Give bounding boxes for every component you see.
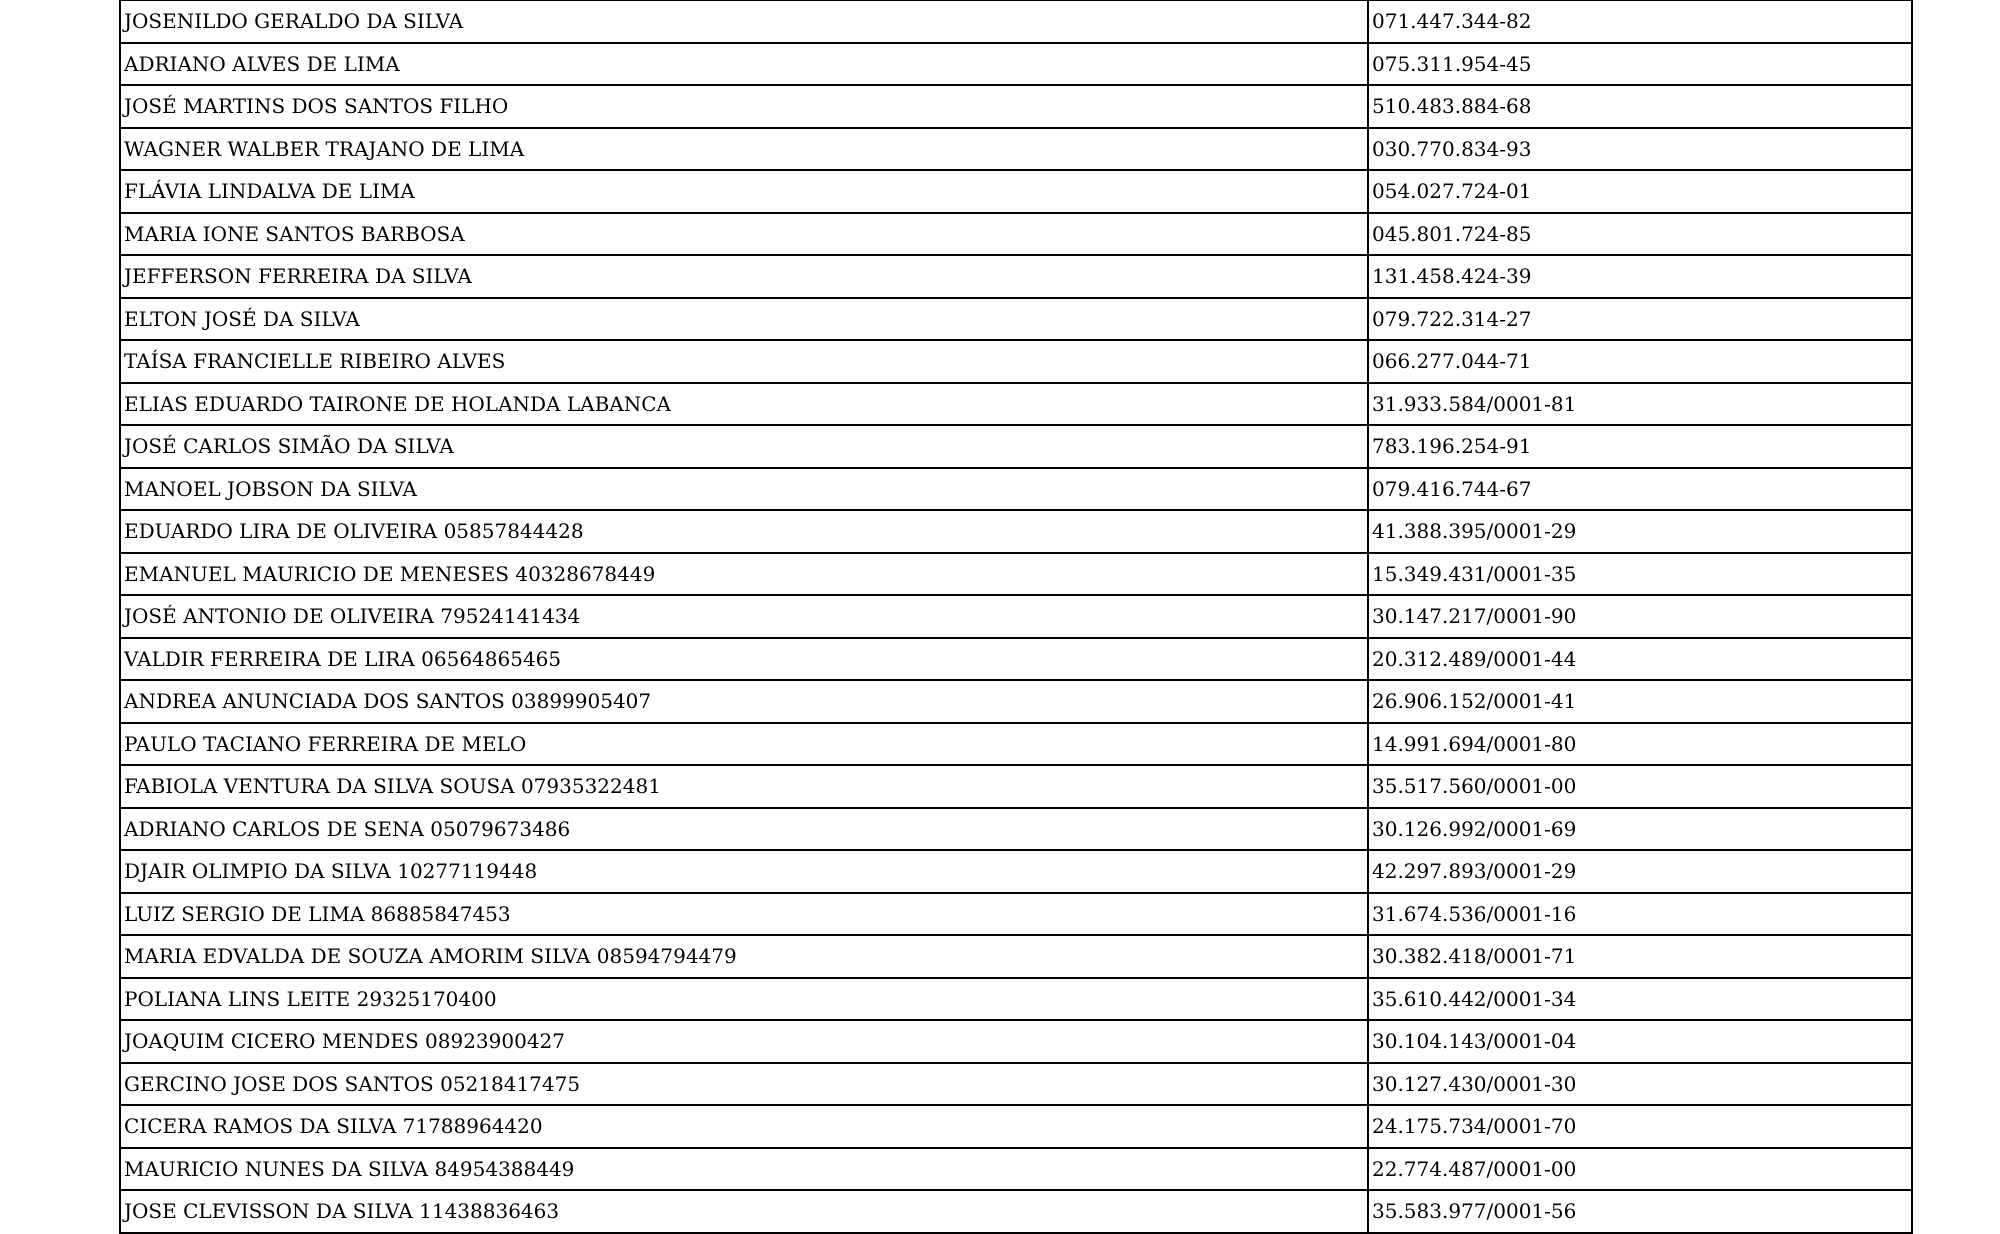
document-number-cell: 510.483.884-68 <box>1368 85 1912 128</box>
table-row <box>120 128 1912 171</box>
name-cell: MANOEL JOBSON DA SILVA <box>120 468 1368 511</box>
document-number-cell: 30.382.418/0001-71 <box>1368 935 1912 978</box>
document-number-cell: 42.297.893/0001-29 <box>1368 850 1912 893</box>
document-number-cell: 045.801.724-85 <box>1368 213 1912 256</box>
document-number-cell: 030.770.834-93 <box>1368 128 1912 171</box>
document-number-cell: 066.277.044-71 <box>1368 340 1912 383</box>
table-row <box>120 1190 1912 1233</box>
document-number-cell: 30.126.992/0001-69 <box>1368 808 1912 851</box>
table-row <box>120 1148 1912 1191</box>
table-row <box>120 850 1912 893</box>
name-cell: FABIOLA VENTURA DA SILVA SOUSA 07935322481 <box>120 765 1368 808</box>
document-number-cell: 071.447.344-82 <box>1368 0 1912 43</box>
document-number-cell: 30.104.143/0001-04 <box>1368 1020 1912 1063</box>
document-number-cell: 24.175.734/0001-70 <box>1368 1105 1912 1148</box>
name-cell: JOAQUIM CICERO MENDES 08923900427 <box>120 1020 1368 1063</box>
name-cell: FLÁVIA LINDALVA DE LIMA <box>120 170 1368 213</box>
table-row <box>120 340 1912 383</box>
document-number-cell: 054.027.724-01 <box>1368 170 1912 213</box>
name-cell: JOSÉ MARTINS DOS SANTOS FILHO <box>120 85 1368 128</box>
document-number-cell: 41.388.395/0001-29 <box>1368 510 1912 553</box>
registry-table-body <box>120 0 1912 1233</box>
table-row <box>120 765 1912 808</box>
document-number-cell: 14.991.694/0001-80 <box>1368 723 1912 766</box>
name-cell: JOSENILDO GERALDO DA SILVA <box>120 0 1368 43</box>
table-row <box>120 510 1912 553</box>
name-cell: WAGNER WALBER TRAJANO DE LIMA <box>120 128 1368 171</box>
name-cell: MAURICIO NUNES DA SILVA 84954388449 <box>120 1148 1368 1191</box>
document-number-cell: 30.147.217/0001-90 <box>1368 595 1912 638</box>
document-number-cell: 131.458.424-39 <box>1368 255 1912 298</box>
table-row <box>120 723 1912 766</box>
table-row <box>120 298 1912 341</box>
table-row <box>120 553 1912 596</box>
name-cell: JEFFERSON FERREIRA DA SILVA <box>120 255 1368 298</box>
table-row <box>120 1020 1912 1063</box>
name-cell: VALDIR FERREIRA DE LIRA 06564865465 <box>120 638 1368 681</box>
document-number-cell: 31.674.536/0001-16 <box>1368 893 1912 936</box>
registry-table <box>119 0 1913 1234</box>
document-number-cell: 15.349.431/0001-35 <box>1368 553 1912 596</box>
table-row <box>120 468 1912 511</box>
table-row <box>120 0 1912 43</box>
table-row <box>120 893 1912 936</box>
table-row <box>120 213 1912 256</box>
document-number-cell: 35.517.560/0001-00 <box>1368 765 1912 808</box>
table-row <box>120 255 1912 298</box>
table-row <box>120 978 1912 1021</box>
document-number-cell: 079.416.744-67 <box>1368 468 1912 511</box>
name-cell: EMANUEL MAURICIO DE MENESES 40328678449 <box>120 553 1368 596</box>
table-row <box>120 935 1912 978</box>
table-row <box>120 85 1912 128</box>
name-cell: EDUARDO LIRA DE OLIVEIRA 05857844428 <box>120 510 1368 553</box>
name-cell: JOSE CLEVISSON DA SILVA 11438836463 <box>120 1190 1368 1233</box>
name-cell: DJAIR OLIMPIO DA SILVA 10277119448 <box>120 850 1368 893</box>
table-row <box>120 680 1912 723</box>
name-cell: PAULO TACIANO FERREIRA DE MELO <box>120 723 1368 766</box>
table-row <box>120 638 1912 681</box>
name-cell: CICERA RAMOS DA SILVA 71788964420 <box>120 1105 1368 1148</box>
name-cell: ANDREA ANUNCIADA DOS SANTOS 03899905407 <box>120 680 1368 723</box>
document-number-cell: 26.906.152/0001-41 <box>1368 680 1912 723</box>
table-row <box>120 43 1912 86</box>
name-cell: POLIANA LINS LEITE 29325170400 <box>120 978 1368 1021</box>
name-cell: JOSÉ ANTONIO DE OLIVEIRA 79524141434 <box>120 595 1368 638</box>
name-cell: GERCINO JOSE DOS SANTOS 05218417475 <box>120 1063 1368 1106</box>
table-row <box>120 170 1912 213</box>
document-number-cell: 22.774.487/0001-00 <box>1368 1148 1912 1191</box>
name-cell: MARIA EDVALDA DE SOUZA AMORIM SILVA 08594794479 <box>120 935 1368 978</box>
name-cell: TAÍSA FRANCIELLE RIBEIRO ALVES <box>120 340 1368 383</box>
table-row <box>120 808 1912 851</box>
document-number-cell: 35.583.977/0001-56 <box>1368 1190 1912 1233</box>
document-number-cell: 20.312.489/0001-44 <box>1368 638 1912 681</box>
name-cell: ADRIANO ALVES DE LIMA <box>120 43 1368 86</box>
name-cell: JOSÉ CARLOS SIMÃO DA SILVA <box>120 425 1368 468</box>
table-row <box>120 383 1912 426</box>
name-cell: ELIAS EDUARDO TAIRONE DE HOLANDA LABANCA <box>120 383 1368 426</box>
document-number-cell: 31.933.584/0001-81 <box>1368 383 1912 426</box>
document-number-cell: 075.311.954-45 <box>1368 43 1912 86</box>
table-row <box>120 1063 1912 1106</box>
document-number-cell: 783.196.254-91 <box>1368 425 1912 468</box>
name-cell: ELTON JOSÉ DA SILVA <box>120 298 1368 341</box>
table-row <box>120 425 1912 468</box>
name-cell: LUIZ SERGIO DE LIMA 86885847453 <box>120 893 1368 936</box>
table-row <box>120 595 1912 638</box>
document-number-cell: 079.722.314-27 <box>1368 298 1912 341</box>
document-number-cell: 30.127.430/0001-30 <box>1368 1063 1912 1106</box>
name-cell: ADRIANO CARLOS DE SENA 05079673486 <box>120 808 1368 851</box>
name-cell: MARIA IONE SANTOS BARBOSA <box>120 213 1368 256</box>
document-number-cell: 35.610.442/0001-34 <box>1368 978 1912 1021</box>
table-row <box>120 1105 1912 1148</box>
